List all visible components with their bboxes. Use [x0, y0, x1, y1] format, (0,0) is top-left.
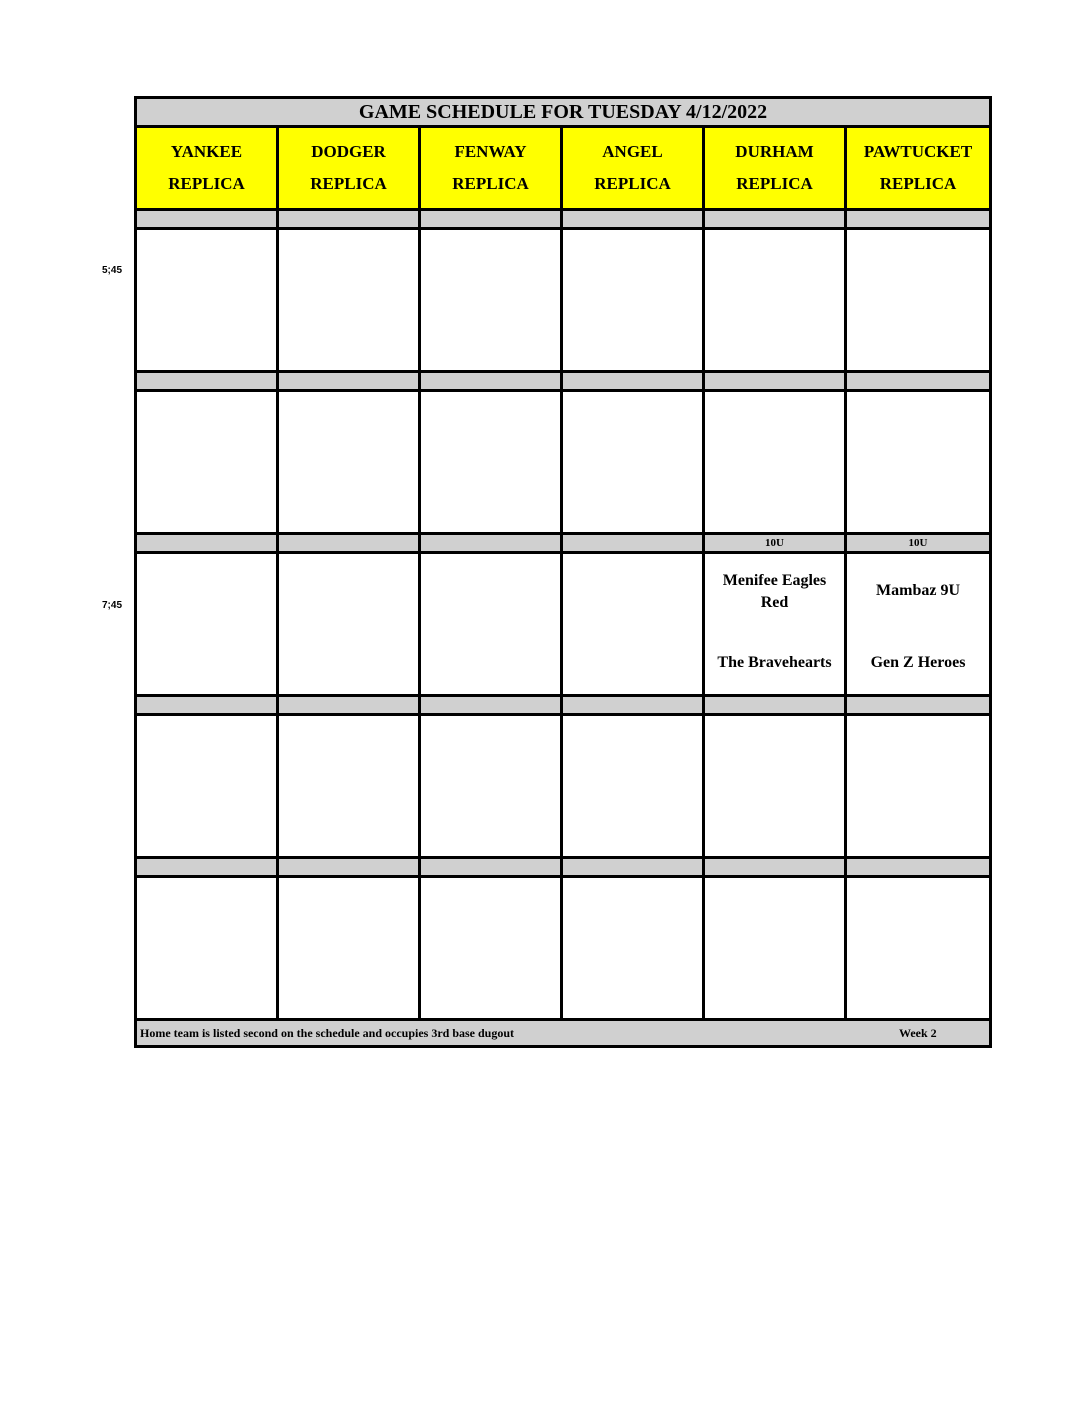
division-label [136, 534, 278, 553]
division-label [136, 696, 278, 715]
field-header-row [136, 127, 991, 210]
game-cell [420, 229, 562, 372]
field-name: FENWAY [454, 142, 527, 161]
field-subtitle: REPLICA [452, 174, 529, 193]
game-cell [562, 877, 704, 1020]
division-label [562, 372, 704, 391]
schedule-title: GAME SCHEDULE FOR TUESDAY 4/12/2022 [136, 98, 991, 127]
division-label [846, 696, 991, 715]
division-label [562, 534, 704, 553]
division-label: 10U [704, 534, 846, 553]
division-label [420, 210, 562, 229]
field-name: YANKEE [170, 142, 243, 161]
game-cell [278, 553, 420, 696]
game-cell [846, 877, 991, 1020]
field-name: DURHAM [735, 142, 814, 161]
slot-game-row [136, 877, 991, 1020]
game-cell [562, 391, 704, 534]
game-cell [846, 391, 991, 534]
field-name: ANGEL [602, 142, 663, 161]
field-name: PAWTUCKET [863, 142, 973, 161]
game-cell [136, 553, 278, 696]
field-header-dodger [278, 127, 420, 210]
game-cell [420, 877, 562, 1020]
division-label [562, 858, 704, 877]
division-label [562, 210, 704, 229]
game-cell [278, 877, 420, 1020]
game-cell [562, 553, 704, 696]
division-label [278, 858, 420, 877]
game-cell [278, 229, 420, 372]
time-label-2: 7;45 [102, 600, 123, 611]
field-subtitle: REPLICA [879, 174, 957, 193]
week-label: Week 2 [899, 1026, 937, 1040]
game-cell [704, 877, 846, 1020]
game-cell [846, 229, 991, 372]
division-label [704, 372, 846, 391]
game-cell [278, 391, 420, 534]
field-subtitle: REPLICA [168, 174, 245, 193]
division-label [136, 210, 278, 229]
game-cell [136, 877, 278, 1020]
slot-game-row [136, 553, 991, 696]
division-label [278, 210, 420, 229]
division-label [420, 372, 562, 391]
game-cell [704, 229, 846, 372]
division-label [846, 372, 991, 391]
game-cell [136, 391, 278, 534]
game-cell [562, 229, 704, 372]
slot-label-row [136, 210, 991, 229]
footer-cell [136, 1020, 991, 1047]
division-label [846, 210, 991, 229]
footer-row [136, 1020, 991, 1047]
away-team: Mambaz 9U [876, 582, 960, 599]
division-label [420, 534, 562, 553]
division-label [704, 210, 846, 229]
slot-label-row [136, 696, 991, 715]
division-label [704, 696, 846, 715]
field-name: DODGER [311, 142, 386, 161]
field-header-yankee [136, 127, 278, 210]
field-subtitle: REPLICA [736, 174, 813, 193]
game-cell [562, 715, 704, 858]
away-team: Menifee Eagles Red [722, 572, 827, 611]
division-label: 10U [846, 534, 991, 553]
game-cell [420, 715, 562, 858]
game-cell [704, 715, 846, 858]
home-team-note: Home team is listed second on the schedule and occupies 3rd base dugout [140, 1026, 515, 1040]
field-header-angel [562, 127, 704, 210]
division-label [136, 372, 278, 391]
game-cell [136, 229, 278, 372]
home-team: The Bravehearts [717, 654, 832, 671]
game-cell [846, 553, 991, 696]
slot-label-row [136, 372, 991, 391]
division-label [846, 858, 991, 877]
game-cell [704, 391, 846, 534]
game-cell [278, 715, 420, 858]
game-cell [704, 553, 846, 696]
field-header-durham [704, 127, 846, 210]
slot-game-row [136, 229, 991, 372]
division-label [704, 858, 846, 877]
division-label [278, 534, 420, 553]
division-label [278, 696, 420, 715]
game-cell [420, 553, 562, 696]
game-cell [846, 715, 991, 858]
field-subtitle: REPLICA [594, 174, 671, 193]
field-subtitle: REPLICA [310, 174, 387, 193]
time-label-1: 5;45 [102, 265, 123, 276]
schedule-table [134, 96, 992, 1048]
division-label [136, 858, 278, 877]
game-cell [420, 391, 562, 534]
division-label [562, 696, 704, 715]
home-team: Gen Z Heroes [870, 654, 966, 671]
division-label [420, 696, 562, 715]
game-cell [136, 715, 278, 858]
slot-label-row [136, 534, 991, 553]
slot-game-row [136, 391, 991, 534]
field-header-pawtucket [846, 127, 991, 210]
slot-label-row [136, 858, 991, 877]
field-header-fenway [420, 127, 562, 210]
slot-game-row [136, 715, 991, 858]
division-label [278, 372, 420, 391]
division-label [420, 858, 562, 877]
